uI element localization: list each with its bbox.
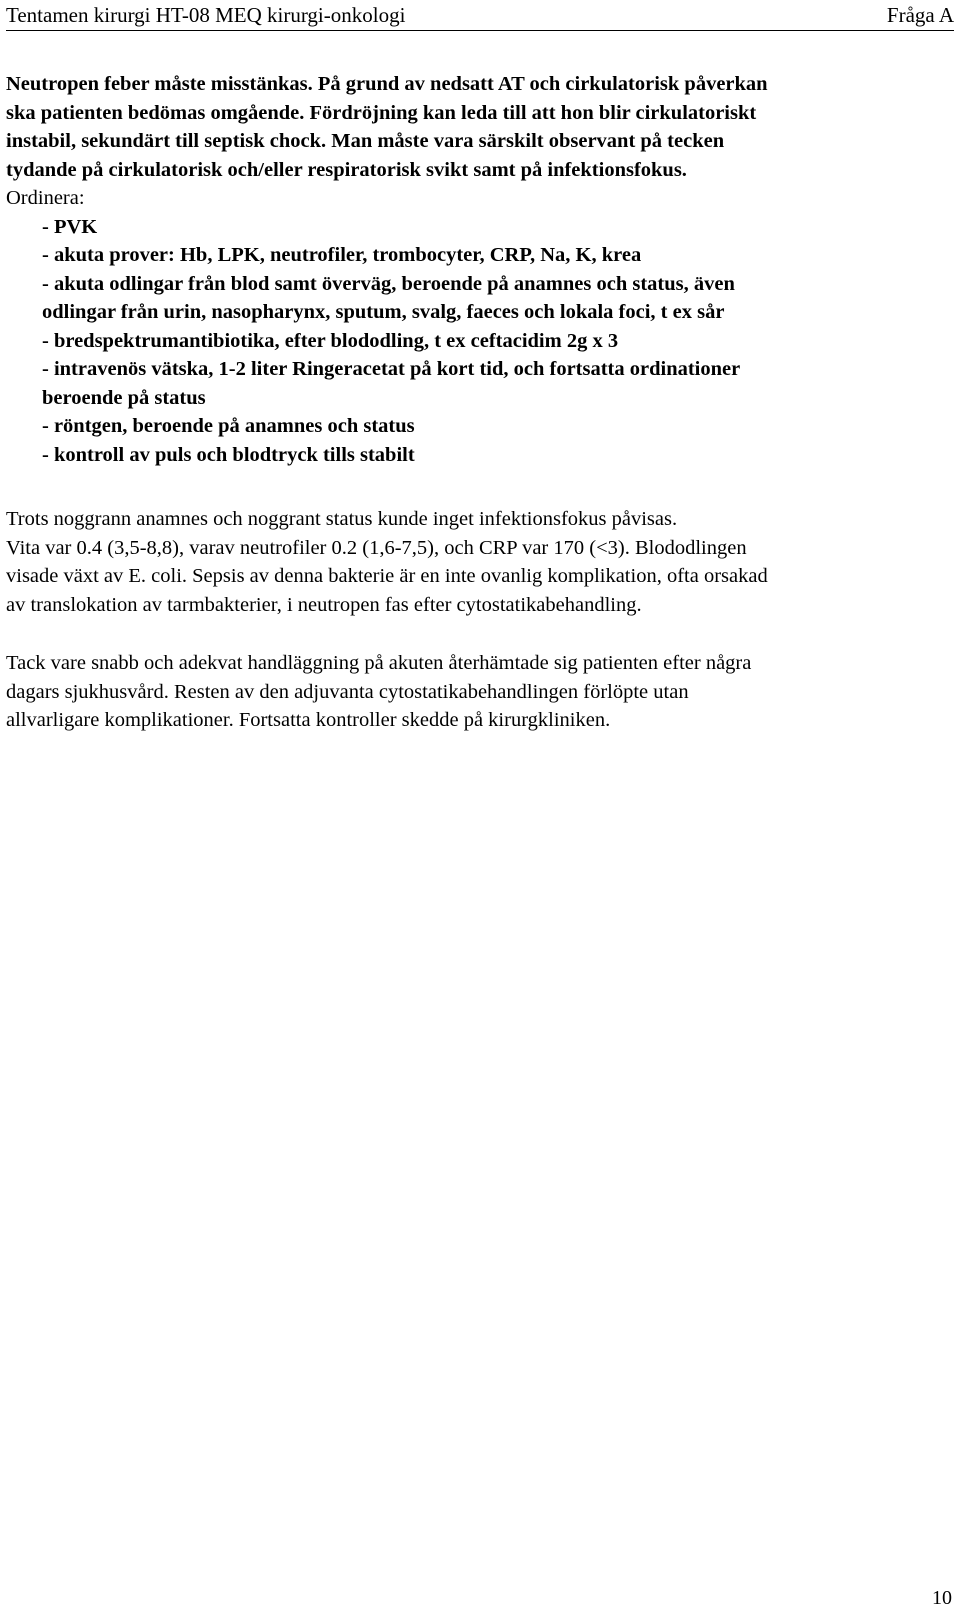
answer-block	[6, 70, 954, 469]
answer-line: instabil, sekundärt till septisk chock. Man måste vara särskilt observant på tecken	[6, 130, 725, 152]
exam-title: Tentamen kirurgi HT-08 MEQ kirurgi-onkologi	[6, 3, 406, 27]
question-label: Fråga A	[886, 3, 954, 27]
answer-line: Neutropen feber måste misstänkas. På grund av nedsatt AT och cirkulatorisk påverkan	[6, 73, 768, 95]
ordinera-label: Ordinera:	[6, 187, 85, 209]
answer-line: tydande på cirkulatorisk och/eller respiratorisk svikt samt på infektionsfokus.	[6, 158, 687, 181]
page-header	[6, 0, 954, 31]
order-item: - akuta prover: Hb, LPK, neutrofiler, trombocyter, CRP, Na, K, krea	[42, 244, 642, 266]
order-item: - PVK	[42, 215, 98, 238]
findings-line: visade växt av E. coli. Sepsis av denna bakterie är en inte ovanlig komplikation, ofta orsakad	[6, 565, 768, 587]
answer-line: ska patienten bedömas omgående. Fördröjning kan leda till att hon blir cirkulatoriskt	[6, 101, 757, 124]
findings-line: Trots noggrann anamnes och noggrant status kunde inget infektionsfokus påvisas.	[6, 508, 678, 530]
findings-line: av translokation av tarmbakterier, i neutropen fas efter cytostatikabehandling.	[6, 593, 642, 616]
order-item: - kontroll av puls och blodtryck tills stabilt	[42, 443, 415, 466]
page-number: 10	[932, 1587, 952, 1609]
findings-line: Vita var 0.4 (3,5-8,8), varav neutrofiler 0.2 (1,6-7,5), och CRP var 170 (<3). Blododlingen	[6, 536, 747, 559]
order-item: - bredspektrumantibiotika, efter blododling, t ex ceftacidim 2g x 3	[42, 329, 619, 352]
outcome-paragraph	[6, 649, 954, 735]
order-item: beroende på status	[42, 386, 206, 409]
outcome-line: Tack vare snabb och adekvat handläggning på akuten återhämtade sig patienten efter några	[6, 652, 752, 674]
order-item: odlingar från urin, nasopharynx, sputum, svalg, faeces och lokala foci, t ex sår	[42, 301, 725, 323]
outcome-line: dagars sjukhusvård. Resten av den adjuvanta cytostatikabehandlingen förlöpte utan	[6, 680, 689, 703]
outcome-line: allvarligare komplikationer. Fortsatta kontroller skedde på kirurgkliniken.	[6, 709, 611, 731]
findings-paragraph	[6, 505, 954, 619]
order-item: - intravenös vätska, 1-2 liter Ringeracetat på kort tid, och fortsatta ordinationer	[42, 358, 741, 380]
order-item: - röntgen, beroende på anamnes och status	[42, 415, 415, 437]
order-item: - akuta odlingar från blod samt överväg, beroende på anamnes och status, även	[42, 272, 735, 295]
